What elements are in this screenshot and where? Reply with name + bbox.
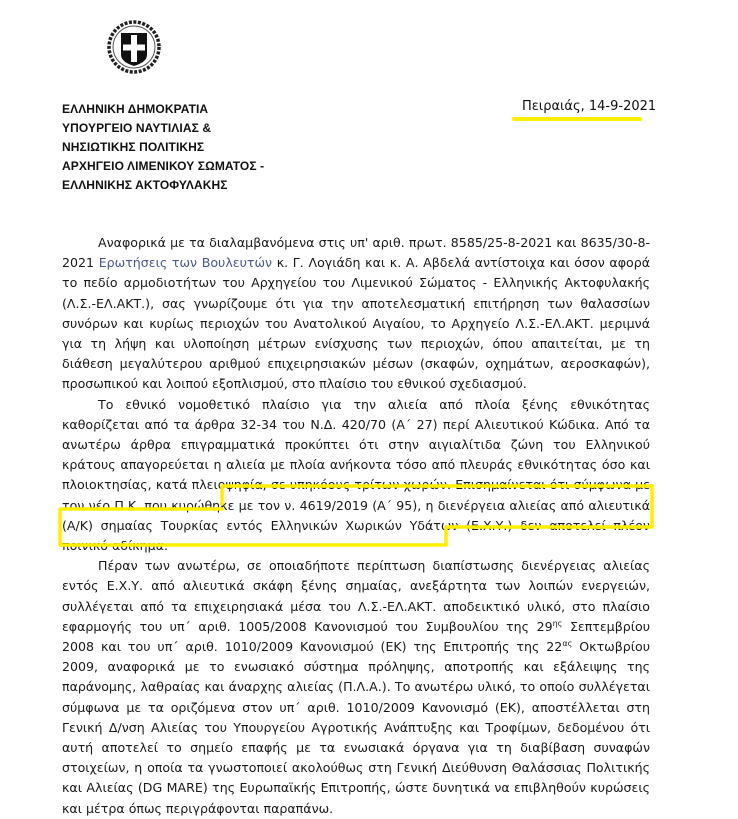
parliamentary-questions-link[interactable]: Ερωτήσεις των Βουλευτών <box>98 255 273 271</box>
issuer-header <box>62 100 264 195</box>
header-line: ΑΡΧΗΓΕΙΟ ΛΙΜΕΝΙΚΟΥ ΣΩΜΑΤΟΣ - <box>62 159 265 173</box>
document-body <box>62 233 650 819</box>
header-line: ΥΠΟΥΡΓΕΙΟ ΝΑΥΤΙΛΙΑΣ & <box>62 121 212 135</box>
date-highlight-underline <box>512 117 642 121</box>
document-date: Πειραιάς, 14-9-2021 <box>522 99 657 114</box>
highlighted-statement: Επισημαίνεται ότι σύμφωνα με τον νέο Π.Κ. που κυρώθηκε με τον ν. 4619/2019 (Α΄ 95), η διενέργεια αλιείας από αλιευτικά (Α/Κ) σημαίας Τουρκίας εντός Ελληνικών Χωρικών Υδάτων (Ε.Χ.Υ.) δεν αποτελεί πλέον ποινικό αδίκημα. <box>62 477 650 554</box>
paragraph-evidence-collection: Πέραν των ανωτέρω, σε οποιαδήποτε περίπτωση διαπίστωσης διενέργειας αλιείας εντός Ε.Χ.Υ. από αλιευτικά σκάφη ξένης σημαίας, ανεξάρτητα των λοιπών ενεργειών, συλλέγεται από τα επιχειρησιακά μέσα του Λ.Σ.-ΕΛ.ΑΚΤ. αποδεικτικό υλικό, στο πλαίσιο εφαρμογής του υπ΄ αριθ. 1005/2008 Κανονισμού του Συμβουλίου της $29^{\eta\varsigma}$ Σεπτεμβρίου 2008 και του υπ΄ αριθ. 1010/2009 Κανονισμού (ΕΚ) της Επιτροπής της $22^{\alpha\varsigma}$ Οκτωβρίου 2009, αναφορικά με το ενωσιακό σύστημα πρόληψης, αποτροπής και εξάλειψης της παράνομης, λαθραίας και άναρχης αλιείας (Π.Λ.Α.). Το ανωτέρω υλικό, το οποίο συλλέγεται σύμφωνα με τα οριζόμενα στον υπ΄ αριθ. 1010/2009 Κανονισμό (ΕΚ), αποστέλλεται στη Γενική Δ/νση Αλιείας του Υπουργείου Αγροτικής Ανάπτυξης και Τροφίμων, δεδομένου ότι αυτή αποτελεί το σημείο επαφής με τα ενωσιακά όργανα για τη διαβίβαση συναφών στοιχείων, η οποία τα γνωστοποιεί ακολούθως στη Γενική Διεύθυνση Θαλάσσιας Πολιτικής και Αλιείας (DG MARE) της Ευρωπαϊκής Επιτροπής, ώστε δυνητικά να επιβληθούν κυρώσεις και μέτρα όπως περιγράφονται παραπάνω. <box>62 558 650 816</box>
header-line: ΝΗΣΙΩΤΙΚΗΣ ΠΟΛΙΤΙΚΗΣ <box>62 140 205 154</box>
header-line: ΕΛΛΗΝΙΚΗΣ ΑΚΤΟΦΥΛΑΚΗΣ <box>62 178 228 192</box>
greek-coat-of-arms-icon <box>106 18 162 76</box>
paragraph-parliamentary-questions: Αναφορικά με τα διαλαμβανόμενα στις υπ' αριθ. πρωτ. 8585/25-8-2021 και 8635/30-8-2021 Ερωτήσεις των Βουλευτών κ. Γ. Λογιάδη και κ. Α. Αβδελά αντίστοιχα και όσον αφορά το πεδίο αρμοδιοτήτων του Αρχηγείου του Λιμενικού Σώματος - Ελληνικής Ακτοφυλακής (Λ.Σ.-ΕΛ.ΑΚΤ.), σας γνωρίζουμε ότι για την αποτελεσματική επιτήρηση των θαλασσίων συνόρων και κυρίως περιοχών του Ανατολικού Αιγαίου, το Αρχηγείο Λ.Σ.-ΕΛ.ΑΚΤ. μεριμνά για τη λήψη και υλοποίηση μέτρων ενίσχυσης των περιοχών, όπου απαιτείται, με τη διάθεση μεγαλύτερου αριθμού επιχειρησιακών μέσων (σκαφών, οχημάτων, αεροσκαφών), προσωπικού και λοιπού εξοπλισμού, στο πλαίσιο του εθνικού σχεδιασμού. <box>62 235 651 392</box>
header-line: ΕΛΛΗΝΙΚΗ ΔΗΜΟΚΡΑΤΙΑ <box>62 102 209 116</box>
paragraph-legal-framework: Το εθνικό νομοθετικό πλαίσιο για την αλιεία από πλοία ξένης εθνικότητας καθορίζεται από τα άρθρα 32-34 του Ν.Δ. 420/70 (Α΄ 27) περί Αλιευτικού Κώδικα. Από τα ανωτέρω άρθρα επιγραμματικά προκύπτει ότι στην αιγιαλίτιδα ζώνη του Ελληνικού κράτους απαγορεύεται η αλιεία με πλοία ανήκοντα τόσο από πλευράς εθνικότητας όσο και πλοιοκτησίας, κατά πλειοψηφία, σε υπηκόους τρίτων χωρών. Επισημαίνεται ότι σύμφωνα με τον νέο Π.Κ. που κυρώθηκε με τον ν. 4619/2019 (Α΄ 95), η διενέργεια αλιείας από αλιευτικά (Α/Κ) σημαίας Τουρκίας εντός Ελληνικών Χωρικών Υδάτων (Ε.Χ.Υ.) δεν αποτελεί πλέον ποινικό αδίκημα. <box>62 396 650 554</box>
